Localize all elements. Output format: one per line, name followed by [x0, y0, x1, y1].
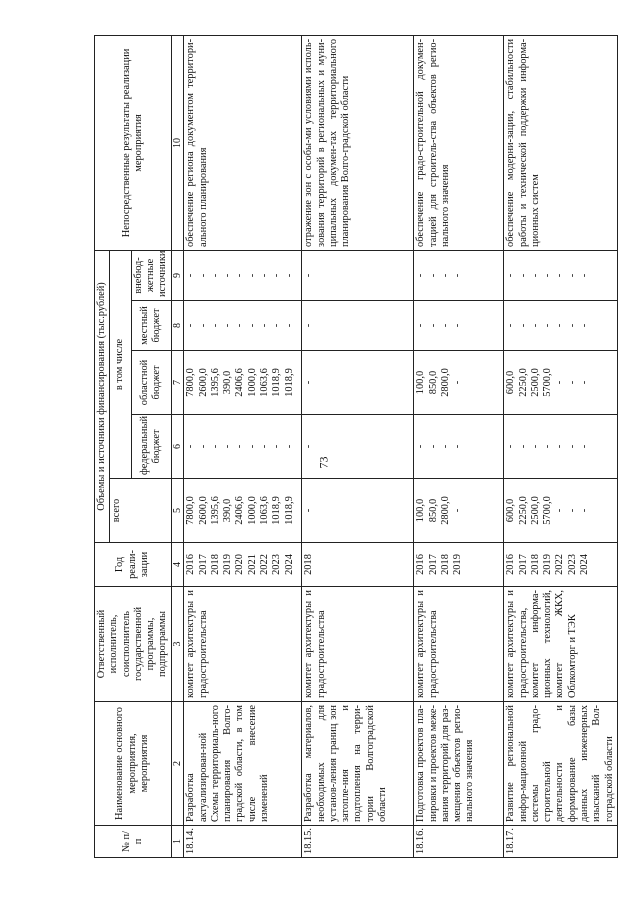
row-regional: 100,0 850,0 2800,0 - — [414, 351, 504, 415]
header-in-that-number: в том числе — [110, 250, 132, 478]
header-result: Непосредственные результаты реализации мероприятия — [95, 35, 172, 250]
row-regional: 7800,0 2600,0 1395,6 390,0 2406,6 1000,0 1063,6 1018,9 1018,9 — [184, 351, 302, 415]
row-extra: - - - - - - - — [504, 250, 617, 300]
header-year: Год реали-зации — [95, 543, 172, 587]
column-number: 2 — [171, 702, 184, 826]
column-number: 7 — [171, 351, 184, 415]
page-number: 73 — [316, 456, 331, 469]
column-number: 8 — [171, 301, 184, 351]
row-years: 2016 2017 2018 2019 — [414, 543, 504, 587]
row-extra: - - - - - - - - - — [184, 250, 302, 300]
row-number: 18.15. — [302, 826, 414, 858]
row-years: 2016 2017 2018 2019 2020 2021 2022 2023 2024 — [184, 543, 302, 587]
header-funding: Объемы и источники финансирования (тыс.рублей) — [95, 250, 110, 542]
header-row-1 — [95, 35, 110, 857]
row-local: - — [302, 301, 414, 351]
row-result: обеспечение региона документом территори-ального планирования — [184, 35, 302, 250]
column-number: 9 — [171, 250, 184, 300]
column-number: 6 — [171, 415, 184, 479]
row-federal: - — [302, 415, 414, 479]
row-result: обеспечение модерни-зации, стабильности работы и технической поддержки информа-ционных систем — [504, 35, 617, 250]
row-name: Подготовка проектов пла-нировки и проектов меже-вания территорий для раз-мещения объектов регио-нального значения — [414, 702, 504, 826]
row-number: 18.16. — [414, 826, 504, 858]
table-row — [302, 35, 414, 857]
column-number: 5 — [171, 479, 184, 543]
table-row — [504, 35, 617, 857]
row-number: 18.17. — [504, 826, 617, 858]
program-table — [94, 35, 618, 858]
header-executor: Ответственный исполнитель, соисполнитель государственной программы, подпрограммы — [95, 587, 172, 702]
row-executor: комитет архитектуры и градостроительства — [184, 587, 302, 702]
column-number: 3 — [171, 587, 184, 702]
row-local: - - - - — [414, 301, 504, 351]
header-local: местный бюджет — [131, 301, 171, 351]
row-local: - - - - - - - - - — [184, 301, 302, 351]
table-row — [184, 35, 302, 857]
row-total: 7800,0 2600,0 1395,6 390,0 2406,6 1000,0 1063,6 1018,9 1018,9 — [184, 479, 302, 543]
row-extra: - - - - — [414, 250, 504, 300]
row-federal: - - - - - - - - - — [184, 415, 302, 479]
row-executor: комитет архитектуры и градостроительства — [414, 587, 504, 702]
header-total: всего — [110, 479, 171, 543]
row-executor: комитет архитектуры и градостроительства, комитет информа-ционных технологий, комитет ЖКХ, Облкомторг и ТЭК — [504, 587, 617, 702]
program-table-rotated — [94, 36, 634, 858]
row-extra: - — [302, 250, 414, 300]
row-executor: комитет архитектуры и градостроительства — [302, 587, 414, 702]
row-local: - - - - - - - — [504, 301, 617, 351]
table-row — [414, 35, 504, 857]
row-regional: - — [302, 351, 414, 415]
row-federal: - - - - - - - — [504, 415, 617, 479]
row-result: обеспечение градо-строительной докумен-тацией для строитель-ства объектов регио-нального значения — [414, 35, 504, 250]
header-extra: внебюд-жетные источники — [131, 250, 171, 300]
column-number: 10 — [171, 35, 184, 250]
header-federal: федеральный бюджет — [131, 415, 171, 479]
row-total: - — [302, 479, 414, 543]
column-number: 1 — [171, 826, 184, 858]
row-years: 2016 2017 2018 2019 2022 2023 2024 — [504, 543, 617, 587]
row-federal: - - - - — [414, 415, 504, 479]
header-regional: областной бюджет — [131, 351, 171, 415]
column-number-row — [171, 35, 184, 857]
row-name: Разработка актуализирован-ной Схемы территориаль-ного планирования Волго-градской области, в том числе внесение изменений — [184, 702, 302, 826]
header-name: Наименование основного мероприятия, мероприятия — [95, 702, 172, 826]
row-name: Разработка материалов, необходимых для установ-ления границ зон затопле-ния и подтопления на терри-тории Волгоградской области — [302, 702, 414, 826]
row-name: Развитие региональной инфор-мационной системы градо-строительной деятельности и формирование базы данных инженерных изысканий Вол-гоградской области — [504, 702, 617, 826]
header-num: № п/п — [95, 826, 172, 858]
row-total: 100,0 850,0 2800,0 - — [414, 479, 504, 543]
row-result: отражение зон с особы-ми условиями исполь-зования территорий в региональных и муни-ципальных докумен-тах территориального планирования Волго-градской области — [302, 35, 414, 250]
row-number: 18.14. — [184, 826, 302, 858]
row-years: 2018 — [302, 543, 414, 587]
row-total: 600,0 2250,0 2500,0 5700,0 - - - — [504, 479, 617, 543]
column-number: 4 — [171, 543, 184, 587]
row-regional: 600,0 2250,0 2500,0 5700,0 - - - — [504, 351, 617, 415]
